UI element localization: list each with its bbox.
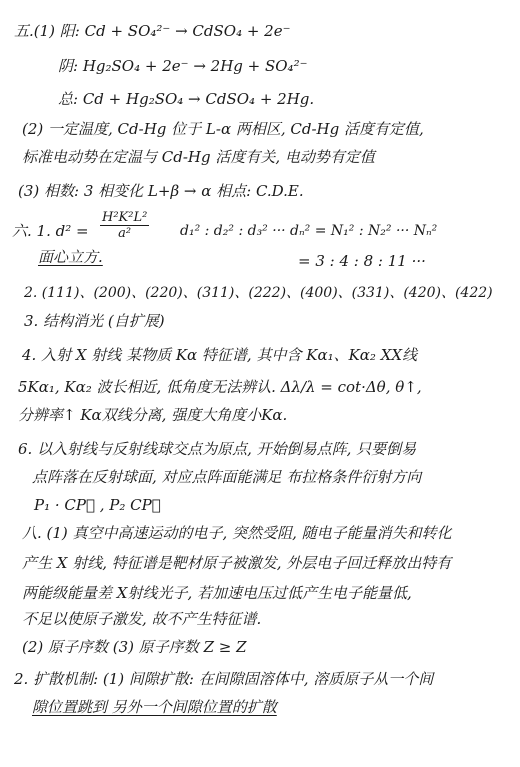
section8-q2-q3: (2) 原子序数 (3) 原子序数 Z ≥ Z xyxy=(22,638,247,656)
section5-part2-line2: 标准电动势在定温与 Cd-Hg 活度有关, 电动势有定值 xyxy=(22,148,375,166)
section8-q1-line4: 不足以使原子激发, 故不产生特征谱. xyxy=(22,610,262,628)
section6-q3: 3. 结构消光 (自扩展) xyxy=(24,312,165,330)
section8-q1-line2: 产生 X 射线, 特征谱是靶材原子被激发, 外层电子回迁释放出特有 xyxy=(22,554,452,572)
section5-anode-reaction: 五.(1) 阳: Cd + SO₄²⁻ → CdSO₄ + 2e⁻ xyxy=(14,22,291,40)
section6-q4-line3: 分辨率↑ Kα双线分离, 强度大角度小Kα. xyxy=(18,406,288,424)
section6-q4-line1: 4. 入射 X 射线 某物质 Kα 特征谱, 其中含 Kα₁、Kα₂ XX线 xyxy=(22,346,418,364)
section5-cathode-reaction: 阴: Hg₂SO₄ + 2e⁻ → 2Hg + SO₄²⁻ xyxy=(58,57,308,75)
section6-q1-fraction xyxy=(100,210,149,241)
fraction-denominator: a² xyxy=(118,226,132,241)
diffusion-mechanism-line2: 隙位置跳到 另外一个间隙位置的扩散 xyxy=(32,698,277,716)
section6-q2-planes: 2. (111)、(200)、(220)、(311)、(222)、(400)、(331)、(420)、(422) xyxy=(24,285,493,301)
section6-q1-ratio: d₁² : d₂² : d₃² ··· dₙ² = N₁² : N₂² ··· Nₙ² xyxy=(180,223,438,239)
section6-q6-line3: P₁ · CP⃗ , P₂ CP⃗ xyxy=(34,496,161,514)
section6-q1-ratio-values: = 3 : 4 : 8 : 11 ··· xyxy=(298,252,426,270)
section6-q6-line1: 6. 以入射线与反射线球交点为原点, 开始倒易点阵, 只要倒易 xyxy=(18,440,417,458)
section8-q1-line1: 八. (1) 真空中高速运动的电子, 突然受阻, 随电子能量消失和转化 xyxy=(22,524,452,542)
section5-part2-line1: (2) 一定温度, Cd-Hg 位于 L-α 两相区, Cd-Hg 活度有定值, xyxy=(22,120,424,138)
section6-q1-fcc: 面心立方. xyxy=(38,248,103,266)
fraction-numerator: H²K²L² xyxy=(102,210,148,225)
section6-q1-label: 六. 1. d² = xyxy=(12,222,89,240)
section6-q6-line2: 点阵落在反射球面, 对应点阵面能满足 布拉格条件衍射方向 xyxy=(32,468,422,486)
section8-q1-line3: 两能级能量差 X射线光子, 若加速电压过低产生电子能量低, xyxy=(22,584,412,602)
section5-part3: (3) 相数: 3 相变化 L+β → α 相点: C.D.E. xyxy=(18,182,304,200)
section5-total-reaction: 总: Cd + Hg₂SO₄ → CdSO₄ + 2Hg. xyxy=(58,90,315,108)
section6-q4-line2: 5Kα₁, Kα₂ 波长相近, 低角度无法辨认. Δλ/λ = cot·Δθ, θ↑, xyxy=(18,378,422,396)
diffusion-mechanism-line1: 2. 扩散机制: (1) 间隙扩散: 在间隙固溶体中, 溶质原子从一个间 xyxy=(14,670,434,688)
